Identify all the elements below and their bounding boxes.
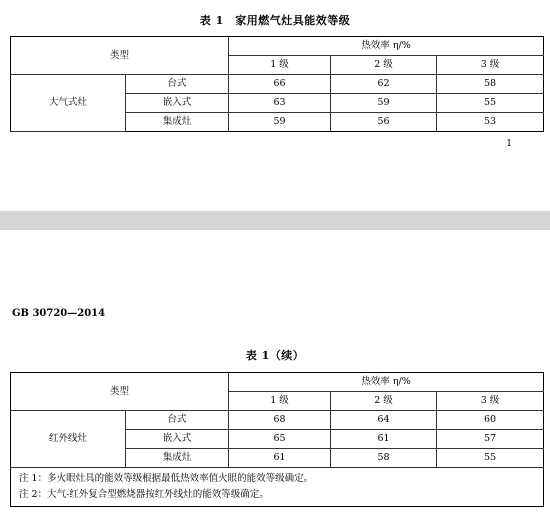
value-cell: 62 [331,75,437,94]
table-row [11,411,544,430]
grade-3-header: 3 级 [437,56,544,75]
efficiency-header: 热效率 η/% [229,373,544,392]
row-label: 嵌入式 [126,430,229,449]
standard-number: GB 30720—2014 [12,308,106,319]
value-cell: 61 [331,430,437,449]
value-cell: 66 [229,75,331,94]
table-row [11,75,544,94]
value-cell: 65 [229,430,331,449]
grade-2-header: 2 级 [331,56,437,75]
efficiency-table-continued [10,372,544,507]
value-cell: 57 [437,430,544,449]
row-label: 台式 [126,411,229,430]
grade-3-header: 3 级 [437,392,544,411]
page-number: 1 [506,139,512,149]
header-row-1 [11,37,544,56]
grade-1-header: 1 级 [229,56,331,75]
value-cell: 60 [437,411,544,430]
efficiency-header: 热效率 η/% [229,37,544,56]
group-label: 大气式灶 [11,75,126,132]
table-title-continued: 表 1（续） [245,349,305,362]
page-bottom [0,230,550,518]
notes-cell [11,468,544,507]
value-cell: 58 [437,75,544,94]
value-cell: 55 [437,94,544,113]
grade-2-header: 2 级 [331,392,437,411]
row-label: 台式 [126,75,229,94]
value-cell: 64 [331,411,437,430]
grade-1-header: 1 级 [229,392,331,411]
page-separator [0,211,550,230]
note-2: 注 2：大气-红外复合型燃烧器按红外线灶的能效等级确定。 [19,489,269,500]
value-cell: 61 [229,449,331,468]
value-cell: 59 [331,94,437,113]
value-cell: 55 [437,449,544,468]
group-label: 红外线灶 [11,411,126,468]
row-label: 集成灶 [126,449,229,468]
header-row-1 [11,373,544,392]
page-top [0,0,550,210]
value-cell: 59 [229,113,331,132]
table-title: 表 1 家用燃气灶具能效等级 [199,14,351,27]
notes-row [11,468,544,507]
value-cell: 53 [437,113,544,132]
value-cell: 56 [331,113,437,132]
value-cell: 63 [229,94,331,113]
value-cell: 68 [229,411,331,430]
efficiency-table [10,36,544,132]
type-header: 类型 [11,37,229,75]
type-header: 类型 [11,373,229,411]
row-label: 嵌入式 [126,94,229,113]
row-label: 集成灶 [126,113,229,132]
value-cell: 58 [331,449,437,468]
note-1: 注 1：多火眼灶具的能效等级根据最低热效率值火眼的能效等级确定。 [19,473,314,484]
